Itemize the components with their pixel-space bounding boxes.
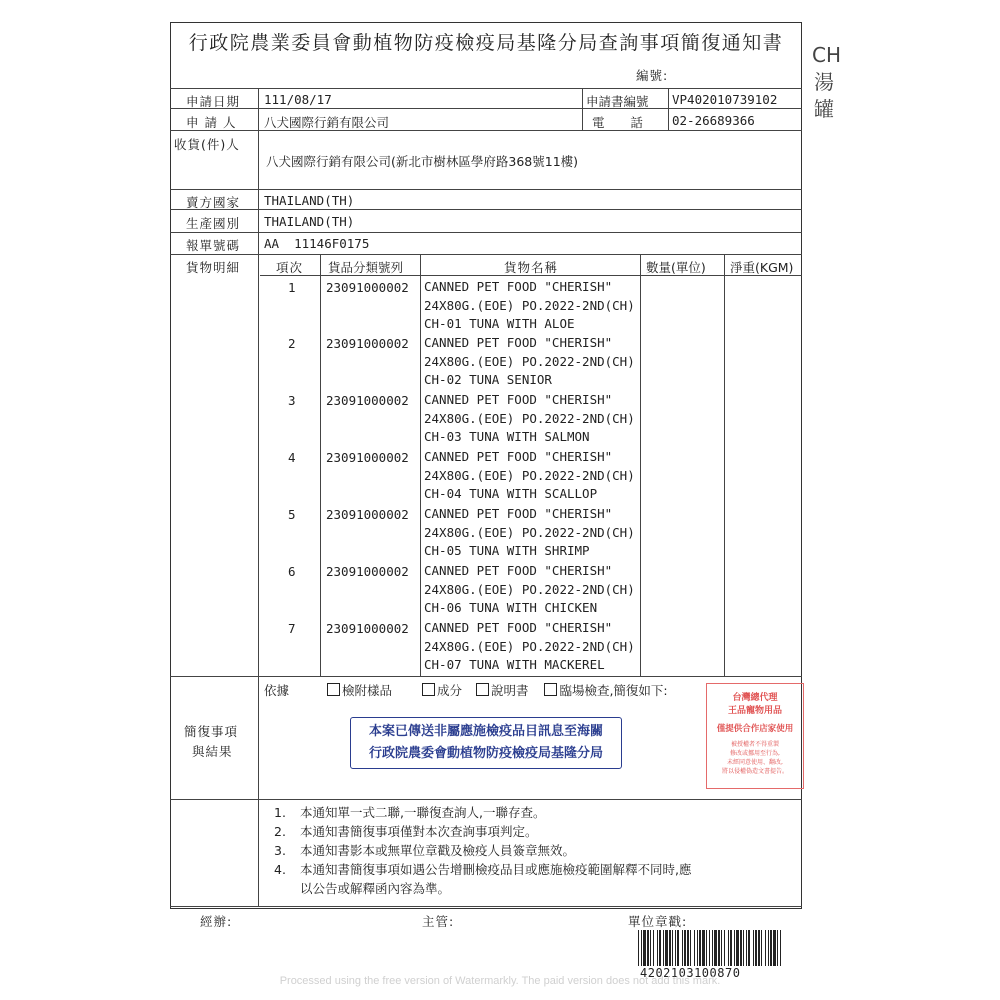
document-title: 行政院農業委員會動植物防疫檢疫局基隆分局查詢事項簡復通知書 [188, 32, 784, 54]
red-stamp-line7: 將以侵權偽造文書提告。 [721, 768, 788, 775]
applicant-label: 申 請 人 [186, 115, 237, 130]
note-item: 4. 本通知書簡復事項如遇公告增刪檢疫品目或應施檢疫範圍解釋不同時,應 [274, 862, 692, 877]
opt-manual-label: 說明書 [490, 683, 529, 698]
goods-item-name: CANNED PET FOOD "CHERISH" 24X80G.(EOE) PO.2022-2ND(CH) CH-07 TUNA WITH MACKEREL [424, 620, 635, 673]
applicant-value: 八犬國際行銷有限公司 [264, 115, 390, 130]
col-header-hs-code: 貨品分類號列 [328, 260, 404, 275]
goods-item-name: CANNED PET FOOD "CHERISH" 24X80G.(EOE) PO.2022-2ND(CH) CH-05 TUNA WITH SHRIMP [424, 506, 635, 559]
red-stamp-line5: 修改或挪用至行為, [730, 750, 780, 757]
goods-item-no: 7 [288, 621, 296, 636]
goods-section-label: 貨物明細 [186, 260, 241, 275]
consignee-label: 收貨(件)人 [174, 137, 240, 152]
goods-item-no: 5 [288, 507, 296, 522]
col-header-goods-name: 貨物名稱 [504, 260, 559, 275]
basis-label: 依據 [264, 683, 290, 698]
origin-label: 生產國別 [186, 216, 241, 231]
note-item: 3. 本通知書影本或無單位章戳及檢疫人員簽章無效。 [274, 843, 576, 858]
goods-item-code: 23091000002 [326, 507, 409, 522]
col-header-item-no: 項次 [276, 260, 304, 275]
red-stamp [706, 683, 804, 789]
goods-item-no: 6 [288, 564, 296, 579]
goods-item-no: 3 [288, 393, 296, 408]
goods-item-name: CANNED PET FOOD "CHERISH" 24X80G.(EOE) PO.2022-2ND(CH) CH-04 TUNA WITH SCALLOP [424, 449, 635, 502]
goods-item-code: 23091000002 [326, 280, 409, 295]
goods-item-no: 1 [288, 280, 296, 295]
barcode [636, 930, 786, 966]
app-no-label: 申請書編號 [586, 94, 649, 109]
handler-label: 經辦: [200, 914, 233, 929]
declaration-value: AA 11146F0175 [264, 236, 370, 251]
red-stamp-line1: 台灣總代理 [732, 693, 778, 703]
apply-date-value: 111/08/17 [264, 92, 332, 107]
blue-stamp-line2: 行政院農委會動植物防疫檢疫局基隆分局 [368, 746, 603, 761]
checkbox-ingredient[interactable] [422, 683, 435, 696]
goods-item-code: 23091000002 [326, 336, 409, 351]
goods-item-name: CANNED PET FOOD "CHERISH" 24X80G.(EOE) PO.2022-2ND(CH) CH-02 TUNA SENIOR [424, 335, 635, 388]
checkbox-onsite[interactable] [544, 683, 557, 696]
col-header-net-weight: 淨重(KGM) [730, 260, 794, 275]
goods-item-no: 2 [288, 336, 296, 351]
red-stamp-line3: 僅提供合作店家使用 [716, 724, 794, 734]
opt-ingredient-label: 成分 [436, 683, 462, 698]
red-stamp-line4: 被授權者不得重製 [730, 741, 779, 748]
consignee-value: 八犬國際行銷有限公司(新北市樹林區學府路368號11樓) [266, 154, 579, 169]
goods-item-code: 23091000002 [326, 564, 409, 579]
checkbox-sample[interactable] [327, 683, 340, 696]
barcode-number: 4202103100870 [640, 966, 741, 980]
reply-label-line2: 與結果 [192, 744, 233, 759]
col-header-quantity: 數量(單位) [646, 260, 706, 275]
note-item: 1. 本通知單一式二聯,一聯復查詢人,一聯存查。 [274, 805, 546, 820]
red-stamp-line6: 未經同意使用、翻改, [727, 759, 783, 766]
goods-item-code: 23091000002 [326, 450, 409, 465]
serial-label: 編號: [636, 68, 669, 83]
declaration-label: 報單號碼 [186, 238, 241, 253]
goods-item-name: CANNED PET FOOD "CHERISH" 24X80G.(EOE) PO.2022-2ND(CH) CH-06 TUNA WITH CHICKEN [424, 563, 635, 616]
note-item: 以公告或解釋函內容為準。 [300, 881, 451, 896]
unit-stamp-label: 單位章戳: [628, 914, 688, 929]
seller-country-value: THAILAND(TH) [264, 193, 355, 208]
blue-stamp [350, 717, 622, 769]
note-item: 2. 本通知書簡復事項僅對本次查詢事項判定。 [274, 824, 538, 839]
origin-value: THAILAND(TH) [264, 214, 355, 229]
basis-tail: ,簡復如下: [609, 683, 668, 698]
handwritten-note: CH湯罐 [812, 43, 842, 121]
goods-item-code: 23091000002 [326, 621, 409, 636]
goods-item-no: 4 [288, 450, 296, 465]
apply-date-label: 申請日期 [186, 94, 241, 109]
red-stamp-line2: 王品寵物用品 [727, 706, 782, 716]
goods-item-name: CANNED PET FOOD "CHERISH" 24X80G.(EOE) PO.2022-2ND(CH) CH-01 TUNA WITH ALOE [424, 279, 635, 332]
phone-value: 02-26689366 [672, 113, 755, 128]
supervisor-label: 主管: [422, 914, 455, 929]
checkbox-manual[interactable] [476, 683, 489, 696]
opt-sample-label: 檢附樣品 [341, 683, 392, 698]
basis-row [264, 681, 668, 699]
opt-onsite-label: 臨場檢查 [559, 683, 610, 698]
app-no-value: VP402010739102 [672, 92, 778, 107]
phone-label: 電 話 [592, 115, 644, 130]
reply-label-line1: 簡復事項 [184, 724, 239, 739]
goods-item-name: CANNED PET FOOD "CHERISH" 24X80G.(EOE) PO.2022-2ND(CH) CH-03 TUNA WITH SALMON [424, 392, 635, 445]
goods-item-code: 23091000002 [326, 393, 409, 408]
blue-stamp-line1: 本案已傳送非屬應施檢疫品目訊息至海關 [368, 724, 603, 739]
watermark-footer: Processed using the free version of Watermarkly. The paid version does not add this mark. [279, 975, 721, 987]
seller-country-label: 賣方國家 [186, 195, 241, 210]
